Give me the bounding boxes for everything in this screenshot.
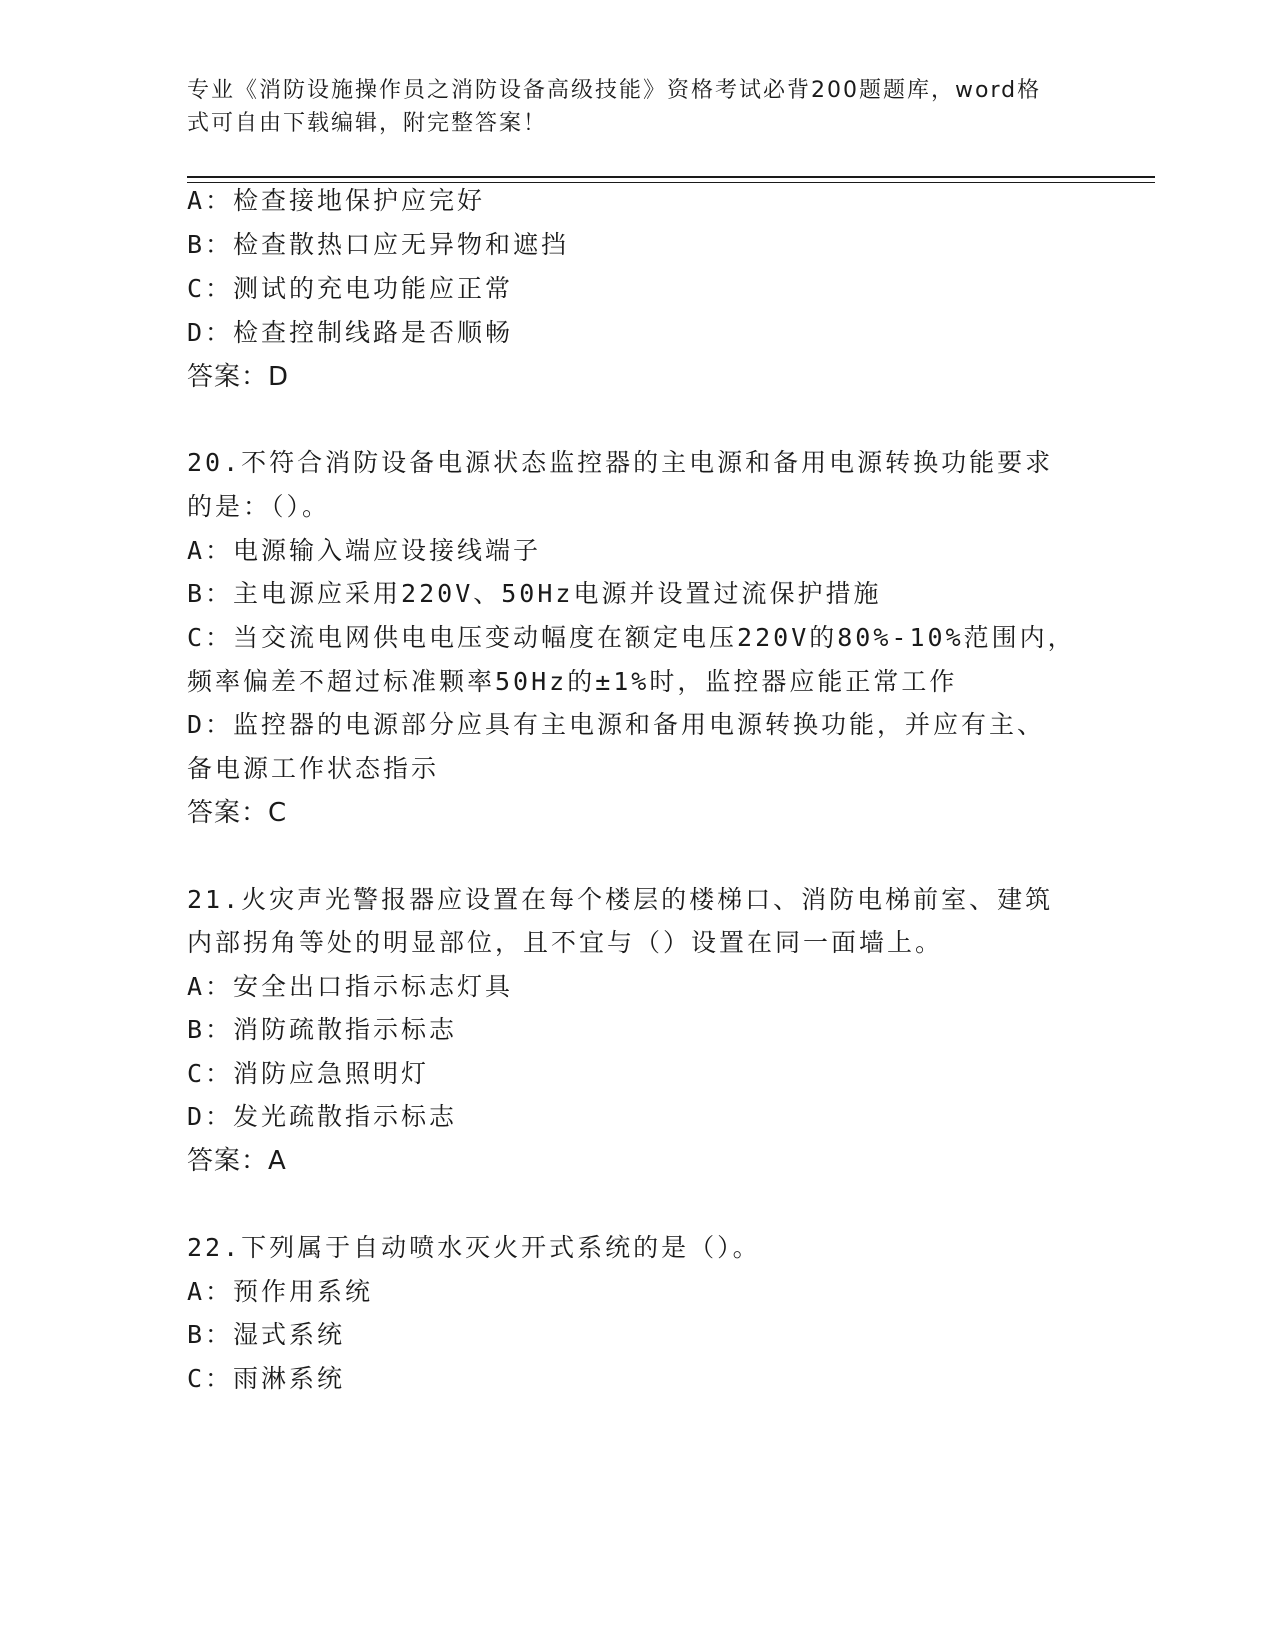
q20-stem-line-2: 的是：（）。 <box>187 492 331 521</box>
q22-option-b: B：湿式系统 <box>187 1320 346 1349</box>
header-line-1: 专业《消防设施操作员之消防设备高级技能》资格考试必背200题题库，word格 <box>187 78 1042 103</box>
q22-stem: 22.下列属于自动喷水灭火开式系统的是（）。 <box>187 1233 761 1262</box>
q22-option-c: C：雨淋系统 <box>187 1364 346 1393</box>
header-divider-thin <box>187 182 1155 183</box>
q22-option-a: A：预作用系统 <box>187 1277 374 1306</box>
q21-answer: 答案：A <box>187 1146 287 1176</box>
q20-option-d-line-2: 备电源工作状态指示 <box>187 754 440 783</box>
q20-answer: 答案：C <box>187 798 288 828</box>
q19-option-b: B：检查散热口应无异物和遮挡 <box>187 230 570 259</box>
q19-option-d: D：检查控制线路是否顺畅 <box>187 318 514 347</box>
q20-stem-line-1: 20.不符合消防设备电源状态监控器的主电源和备用电源转换功能要求 <box>187 448 1054 477</box>
q20-option-c-line-2: 频率偏差不超过标准颗率50Hz的±1%时，监控器应能正常工作 <box>187 667 958 696</box>
q20-option-a: A：电源输入端应设接线端子 <box>187 536 542 565</box>
q21-stem-line-2: 内部拐角等处的明显部位，且不宜与（）设置在同一面墙上。 <box>187 928 944 957</box>
q20-option-c-line-1: C：当交流电网供电电压变动幅度在额定电压220V的80%-10%范围内， <box>187 623 1076 652</box>
q19-option-c: C：测试的充电功能应正常 <box>187 274 514 303</box>
q19-answer: 答案：D <box>187 362 290 392</box>
header-line-2: 式可自由下载编辑，附完整答案！ <box>187 111 548 136</box>
q20-option-d-line-1: D：监控器的电源部分应具有主电源和备用电源转换功能，并应有主、 <box>187 710 1046 739</box>
q21-stem-line-1: 21.火灾声光警报器应设置在每个楼层的楼梯口、消防电梯前室、建筑 <box>187 885 1054 914</box>
q21-option-a: A：安全出口指示标志灯具 <box>187 972 514 1001</box>
q21-option-c: C：消防应急照明灯 <box>187 1059 430 1088</box>
q21-option-d: D：发光疏散指示标志 <box>187 1102 458 1131</box>
document-header <box>187 74 1067 140</box>
header-divider-thick <box>187 176 1155 178</box>
q20-option-b: B：主电源应采用220V、50Hz电源并设置过流保护措施 <box>187 579 882 608</box>
q21-option-b: B：消防疏散指示标志 <box>187 1015 458 1044</box>
q19-option-a: A：检查接地保护应完好 <box>187 186 486 215</box>
